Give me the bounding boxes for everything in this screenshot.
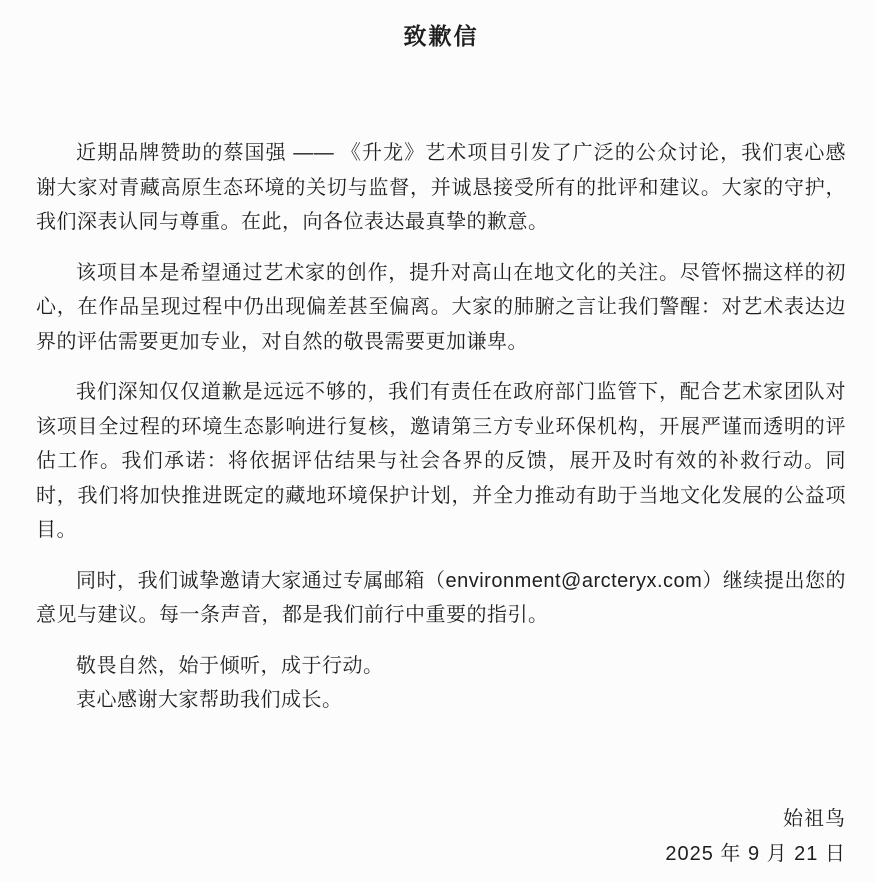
signature-block xyxy=(36,802,846,872)
paragraph-project-intent: 该项目本是希望通过艺术家的创作，提升对高山在地文化的关注。尽管怀揣这样的初心，在作品呈现过程中仍出现偏差甚至偏离。大家的肺腑之言让我们警醒：对艺术表达边界的评估需要更加专业，对自然的敬畏需要更加谦卑。 xyxy=(36,261,846,353)
signature-brand-name: 始祖鸟 xyxy=(783,807,846,830)
paragraph-feedback-email: 同时，我们诚挚邀请大家通过专属邮箱（environment@arcteryx.com）继续提出您的意见与建议。每一条声音，都是我们前行中重要的指引。 xyxy=(36,569,846,626)
signature-date: 2025 年 9 月 21 日 xyxy=(665,842,846,865)
closing-block xyxy=(36,649,846,718)
paragraph-remediation-commitment: 我们深知仅仅道歉是远远不够的，我们有责任在政府部门监管下，配合艺术家团队对该项目全过程的环境生态影响进行复核，邀请第三方专业环保机构，开展严谨而透明的评估工作。我们承诺：将依据评估结果与社会各界的反馈，展开及时有效的补救行动。同时，我们将加快推进既定的藏地环境保护计划，并全力推动有助于当地文化发展的公益项目。 xyxy=(36,381,846,541)
closing-line-thanks: 衷心感谢大家帮助我们成长。 xyxy=(76,689,343,711)
closing-line-motto: 敬畏自然，始于倾听，成于行动。 xyxy=(76,654,384,677)
letter-title: 致歉信 xyxy=(403,23,479,49)
paragraph-intro-apology: 近期品牌赞助的蔡国强 —— 《升龙》艺术项目引发了广泛的公众讨论，我们衷心感谢大家对青藏高原生态环境的关切与监督，并诚恳接受所有的批评和建议。大家的守护，我们深表认同与尊重。在此，向各位表达最真挚的歉意。 xyxy=(36,142,846,233)
